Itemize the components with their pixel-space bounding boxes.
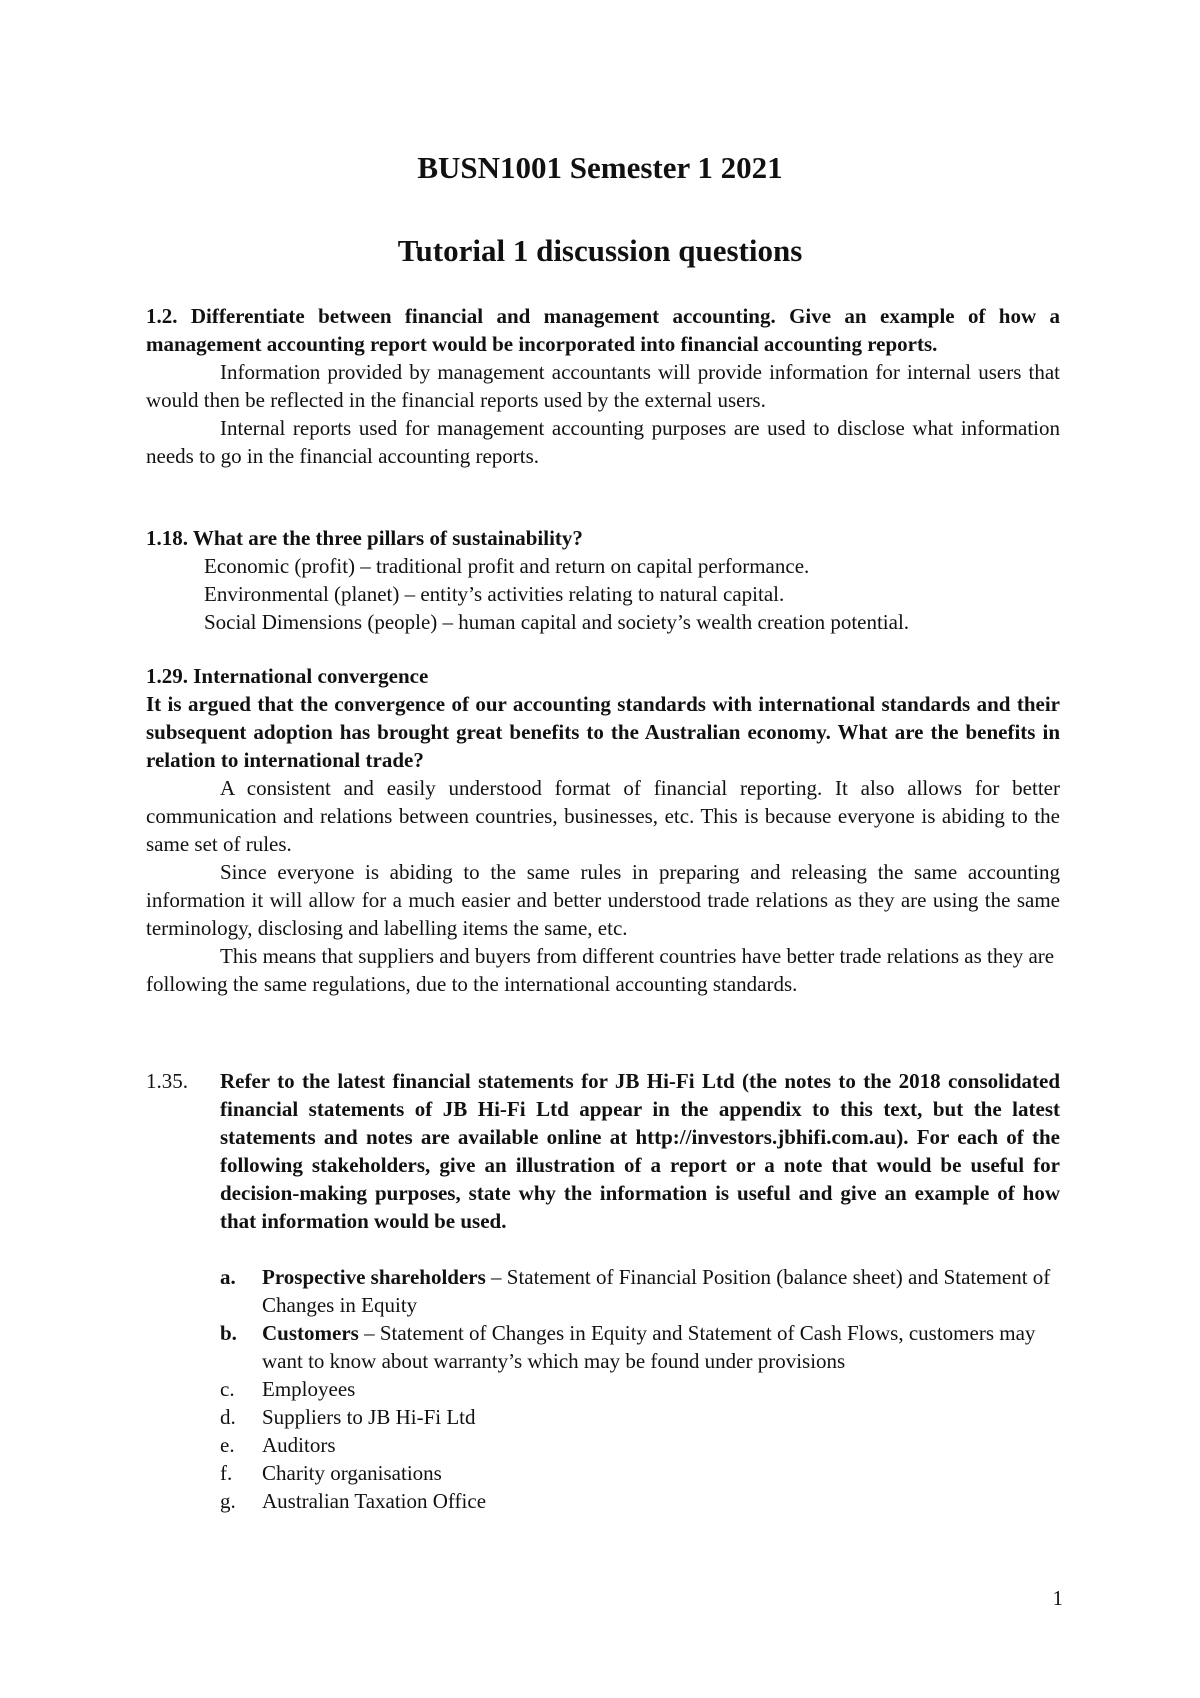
question-1-29-answer-paragraph: Since everyone is abiding to the same rules in preparing and releasing the same accounting information it will allow for a much easier and better understood trade relations as they are using the same terminology, disclosing and labelling items the same, etc.	[146, 860, 1060, 940]
list-item	[220, 1263, 1060, 1319]
question-1-2-heading: 1.2. Differentiate between financial and management accounting. Give an example of how a management accounting report would be incorporated into financial accounting reports.	[146, 304, 1060, 356]
question-1-2-answer-paragraph: Information provided by management accountants will provide information for internal users that would then be reflected in the financial reports used by the external users.	[146, 360, 1060, 412]
list-item	[220, 1459, 1060, 1487]
question-1-29-section	[146, 662, 1060, 998]
page-number: 1	[1052, 1586, 1063, 1610]
document-subtitle: Tutorial 1 discussion questions	[397, 233, 803, 268]
list-item	[220, 1319, 1060, 1375]
pillar-economic: Economic (profit) – traditional profit and return on capital performance.	[204, 554, 810, 578]
stakeholder-list	[146, 1263, 1060, 1515]
stakeholder-answer: – Statement of Financial Position (balance sheet) and Statement of Changes in Equity	[262, 1265, 1051, 1317]
question-1-2-answer-paragraph: Internal reports used for management accounting purposes are used to disclose what information needs to go in the financial accounting reports.	[146, 416, 1060, 468]
list-marker: f.	[220, 1461, 233, 1485]
list-marker: a.	[220, 1265, 236, 1289]
list-marker: c.	[220, 1377, 235, 1401]
list-marker: d.	[220, 1405, 236, 1429]
stakeholder-answer: – Statement of Changes in Equity and Statement of Cash Flows, customers may want to know about warranty’s which may be found under provisions	[262, 1321, 1036, 1373]
stakeholder-label: Australian Taxation Office	[262, 1489, 487, 1513]
list-item	[220, 1375, 1060, 1403]
pillar-environmental: Environmental (planet) – entity’s activities relating to natural capital.	[204, 582, 785, 606]
list-marker: e.	[220, 1433, 235, 1457]
question-1-35-section	[146, 1067, 1060, 1515]
stakeholder-label: Customers	[262, 1321, 359, 1345]
list-item	[220, 1431, 1060, 1459]
question-1-18-section	[146, 524, 1060, 636]
question-1-29-question: It is argued that the convergence of our accounting standards with international standards and their subsequent adoption has brought great benefits to the Australian economy. What are the benefits in relation to international trade?	[146, 692, 1060, 772]
pillar-social: Social Dimensions (people) – human capital and society’s wealth creation potential.	[204, 610, 910, 634]
question-1-2-section	[146, 302, 1060, 470]
stakeholder-label: Auditors	[262, 1433, 336, 1457]
stakeholder-label: Suppliers to JB Hi-Fi Ltd	[262, 1405, 476, 1429]
stakeholder-label: Prospective shareholders	[262, 1265, 486, 1289]
question-1-35-text: Refer to the latest financial statements for JB Hi-Fi Ltd (the notes to the 2018 consolidated financial statements of JB Hi-Fi Ltd appear in the appendix to this text, but the latest statements and notes are available online at http://investors.jbhifi.com.au). For each of the following stakeholders, give an illustration of a report or a note that would be useful for decision-making purposes, state why the information is useful and give an example of how that information would be used.	[220, 1069, 1060, 1233]
stakeholder-label: Charity organisations	[262, 1461, 442, 1485]
document-title: BUSN1001 Semester 1 2021	[417, 150, 783, 185]
question-1-35-prompt	[146, 1067, 1060, 1235]
question-1-29-answer-paragraph: A consistent and easily understood format of financial reporting. It also allows for better communication and relations between countries, businesses, etc. This is because everyone is abiding to the same set of rules.	[146, 776, 1060, 856]
list-item	[220, 1403, 1060, 1431]
question-1-29-answer-paragraph: This means that suppliers and buyers from different countries have better trade relations as they are following the same regulations, due to the international accounting standards.	[146, 944, 1055, 996]
list-marker: b.	[220, 1321, 237, 1345]
sustainability-pillars-list	[146, 552, 1060, 636]
question-number: 1.35.	[146, 1069, 188, 1093]
list-marker: g.	[220, 1489, 236, 1513]
list-item	[220, 1487, 1060, 1515]
question-1-18-heading: 1.18. What are the three pillars of sustainability?	[146, 526, 583, 550]
question-1-29-heading: 1.29. International convergence	[146, 664, 429, 688]
stakeholder-label: Employees	[262, 1377, 356, 1401]
